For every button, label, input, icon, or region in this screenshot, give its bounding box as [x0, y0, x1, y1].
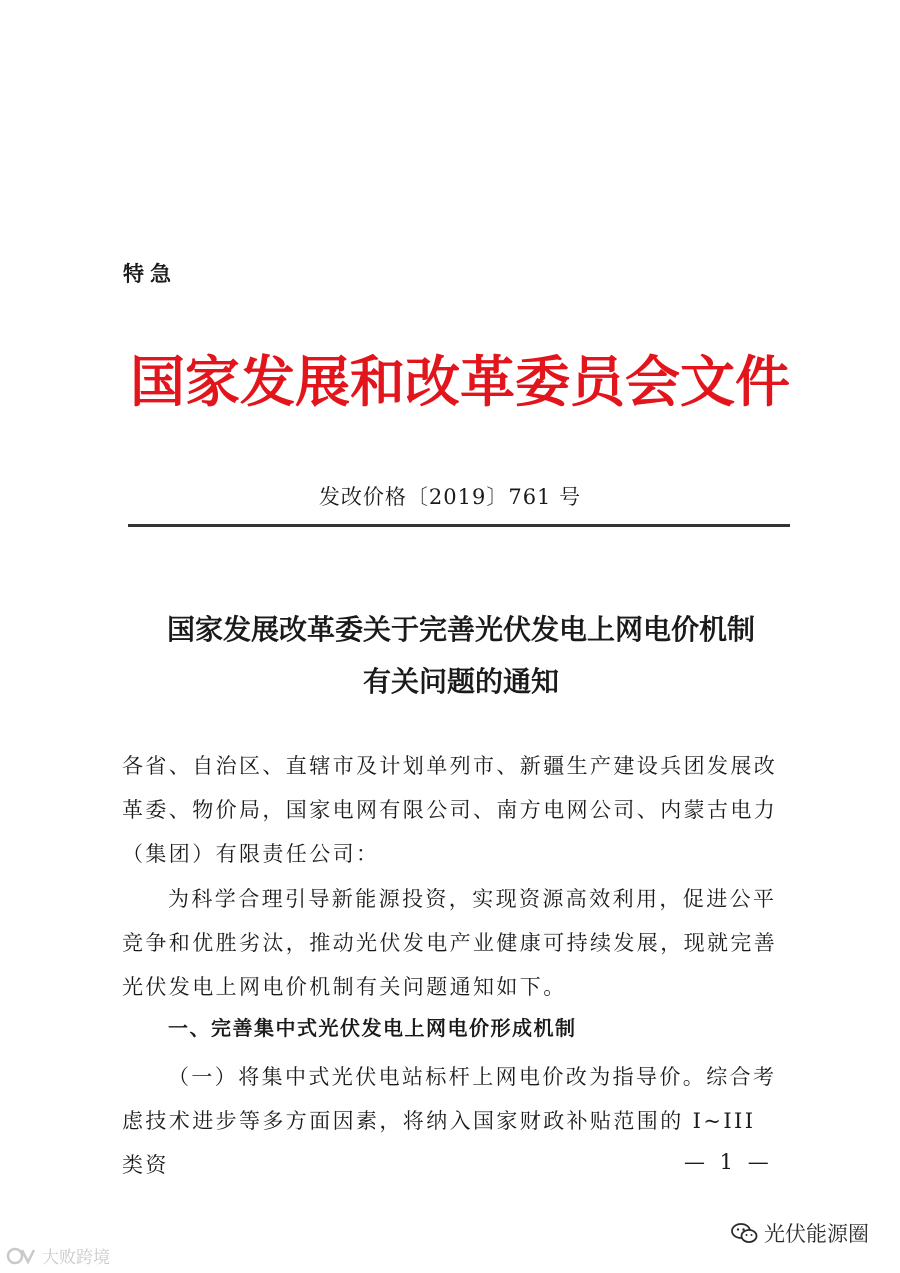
- watermark-left-text: 大败跨境: [42, 1248, 110, 1268]
- addressee-paragraph: 各省、自治区、直辖市及计划单列市、新疆生产建设兵团发展改革委、物价局，国家电网有限公司、南方电网公司、内蒙古电力（集团）有限责任公司：: [122, 754, 778, 866]
- issuer-header: 国家发展和改革委员会文件: [129, 349, 790, 414]
- section-paragraph-1: （一）将集中式光伏电站标杆上网电价改为指导价。综合考虑技术进步等多方面因素，将纳入国家财政补贴范围的 I~III 类资: [122, 1065, 777, 1177]
- document-title: [100, 604, 822, 708]
- wechat-icon: [730, 1222, 758, 1244]
- title-line-2: 有关问题的通知: [362, 665, 559, 698]
- urgency-label: 特急: [123, 262, 177, 286]
- watermark-left: [6, 1243, 110, 1268]
- brand-logo-icon: [6, 1245, 36, 1267]
- title-line-1: 国家发展改革委关于完善光伏发电上网电价机制: [166, 613, 755, 646]
- document-number: 发改价格〔2019〕761 号: [318, 485, 582, 509]
- page-number: — 1 —: [684, 1150, 773, 1174]
- header-divider: [128, 524, 790, 527]
- watermark-right: [730, 1218, 869, 1248]
- watermark-right-text: 光伏能源圈: [764, 1222, 869, 1246]
- section-heading-1: 一、完善集中式光伏发电上网电价形成机制: [168, 1016, 577, 1040]
- intro-paragraph: 为科学合理引导新能源投资，实现资源高效利用，促进公平竞争和优胜劣汰，推动光伏发电产业健康可持续发展，现就完善光伏发电上网电价机制有关问题通知如下。: [122, 887, 778, 999]
